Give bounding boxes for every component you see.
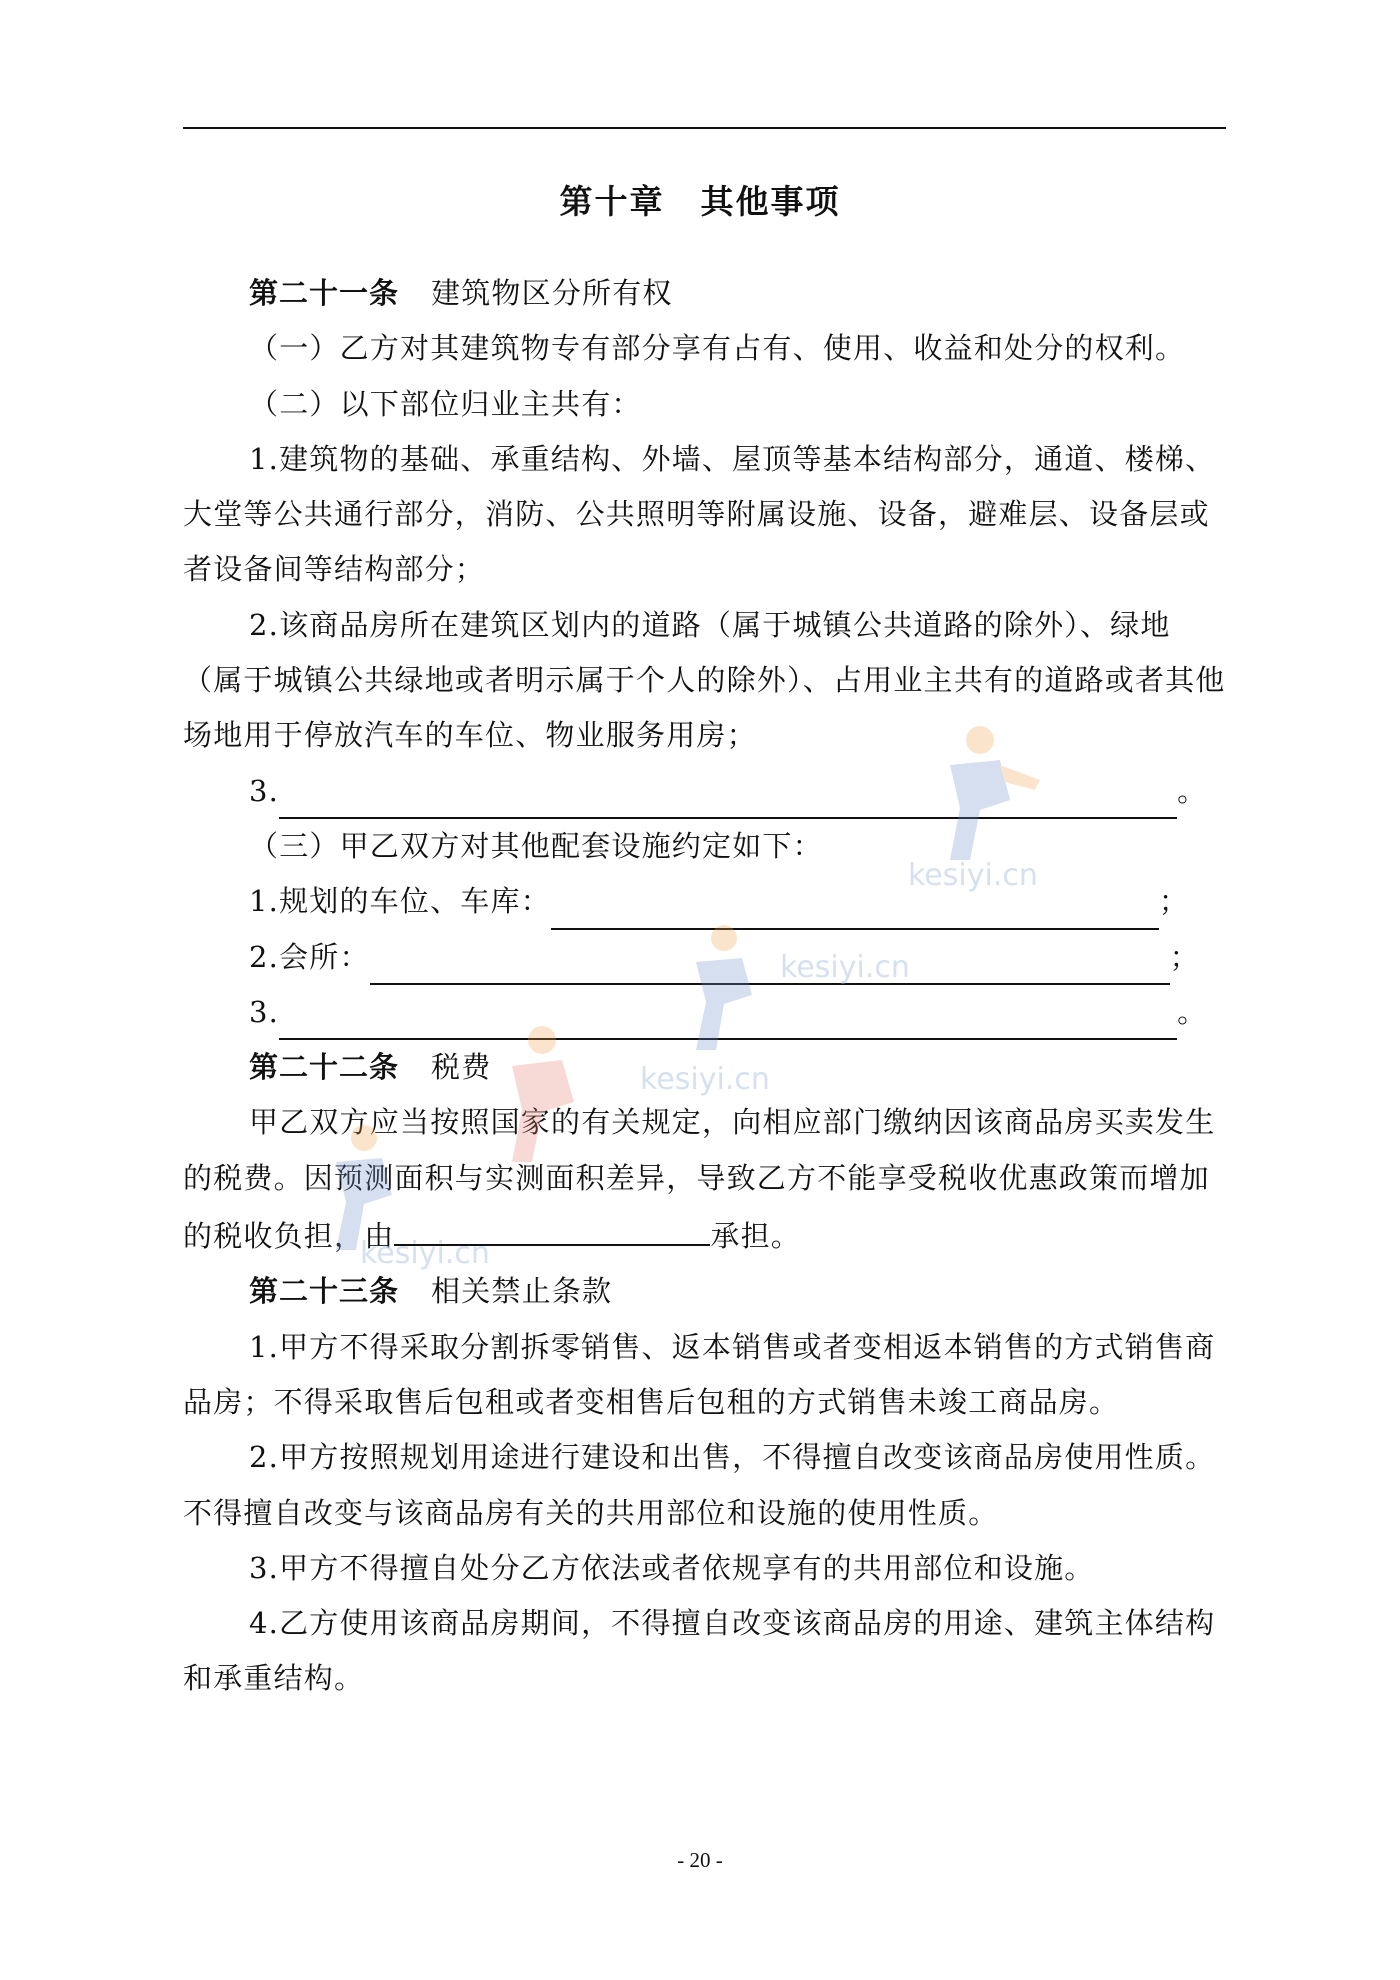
article-21-para-2: （二）以下部位归业主共有： [249,386,642,421]
runner-watermark-icon [660,920,790,1060]
article-21-item-2: 2.该商品房所在建筑区划内的道路（属于城镇公共道路的除外）、绿地（属于城镇公共绿地或者明示属于个人的除外）、占用业主共有的道路或者其他场地用于停放汽车的车位、物业服务用房； [183,607,1226,753]
article-23-item-2: 2.甲方按照规划用途进行建设和出售，不得擅自改变该商品房使用性质。不得擅自改变与该商品房有关的共用部位和设施的使用性质。 [183,1440,1216,1530]
article-21-heading [183,266,1229,321]
tax-text-b: 承担。 [710,1219,802,1254]
article-23-item-1: 1.甲方不得采取分割拆零销售、返本销售或者变相返本销售的方式销售商品房；不得采取售后包租或者变相售后包租的方式销售未竣工商品房。 [183,1329,1216,1419]
article-22-label: 第二十二条 [249,1050,400,1085]
club-label: 2.会所： [249,939,370,974]
other-end: 。 [1177,994,1208,1029]
article-23-title: 相关禁止条款 [431,1274,613,1309]
chapter-heading [0,176,1400,223]
item-3-label: 3. [249,773,280,808]
article-22-title: 税费 [431,1050,492,1085]
header-rule [183,127,1226,129]
article-21-title: 建筑物区分所有权 [431,276,673,310]
parking-end: ； [1158,884,1190,919]
runner-watermark-icon [470,1020,620,1170]
article-23-item-4: 4.乙方使用该商品房期间，不得擅自改变该商品房的用途、建筑主体结构和承重结构。 [183,1606,1216,1696]
parking-label: 1.规划的车位、车库： [249,884,551,919]
article-21-item-3 [183,764,1229,819]
watermark-text: kesiyi.cn [908,858,1038,893]
runner-watermark-icon [910,720,1050,870]
tax-text-a: 甲乙双方应当按照国家的有关规定，向相应部门缴纳因该商品房买卖发生的税费。因预测面积与实测面积差异，导致乙方不能享受税收优惠政策而增加的税收负担，由 [183,1105,1216,1254]
club-end: ； [1169,939,1200,974]
article-21-para-1: （一）乙方对其建筑物专有部分享有占有、使用、收益和处分的权利。 [249,331,1186,366]
article-23-label: 第二十三条 [249,1274,400,1309]
article-21-para-3: （三）甲乙双方对其他配套设施约定如下： [249,828,823,863]
chapter-number: 第十章 [559,182,665,221]
watermark-text: kesiyi.cn [780,950,910,985]
article-21-item-1: 1.建筑物的基础、承重结构、外墙、屋顶等基本结构部分，通道、楼梯、大堂等公共通行部分，消防、公共照明等附属设施、设备，避难层、设备层或者设备间等结构部分； [183,441,1216,587]
article-23-item-3: 3.甲方不得擅自处分乙方依法或者依规享有的共用部位和设施。 [249,1550,1095,1585]
item-3-end: 。 [1177,773,1208,808]
article-21-label: 第二十一条 [249,276,400,310]
other-label: 3. [249,994,280,1029]
page-number: - 20 - [677,1848,723,1872]
article-23-heading [183,1264,1229,1319]
chapter-title: 其他事项 [700,182,841,221]
watermark-text: kesiyi.cn [640,1062,770,1097]
watermark-text: kesiyi.cn [360,1236,490,1271]
parking-blank[interactable] [551,886,1159,930]
